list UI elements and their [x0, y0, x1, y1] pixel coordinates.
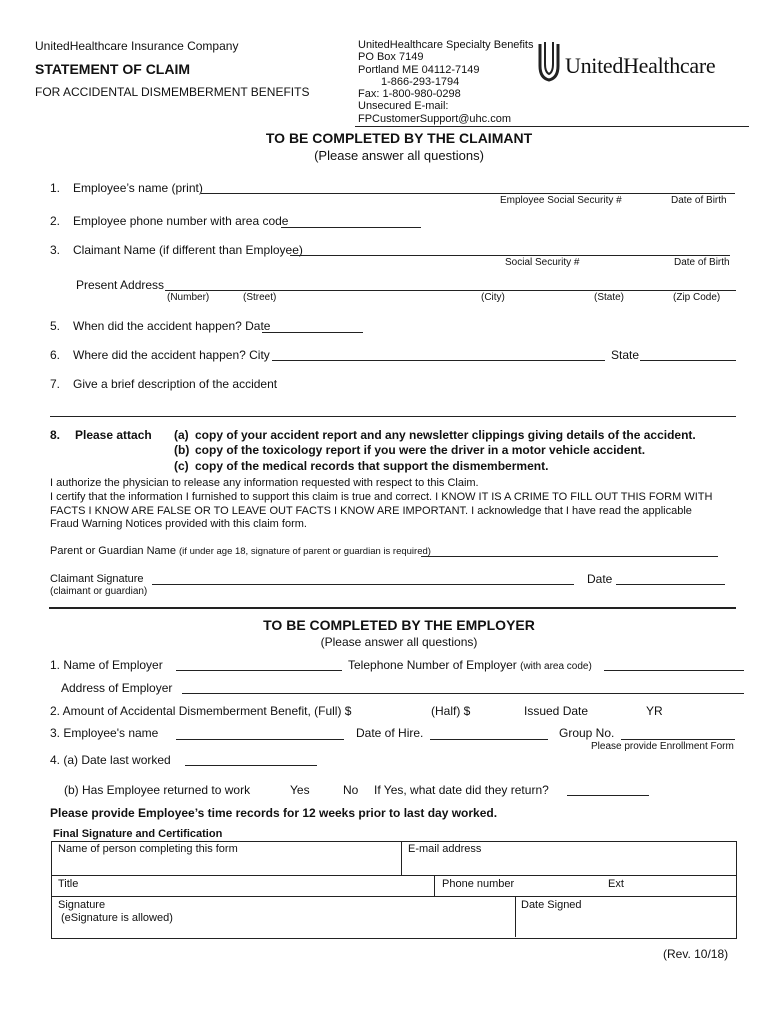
employee-phone-field[interactable] — [281, 213, 421, 228]
section-divider — [49, 607, 736, 609]
employer-q4a-label: 4. (a) Date last worked — [50, 753, 171, 767]
enrollment-note: Please provide Enrollment Form — [591, 741, 734, 752]
q1-label: Employee’s name (print) — [73, 181, 203, 195]
employer-phone-note: (with area code) — [520, 661, 592, 672]
employer-q2-label: 2. Amount of Accidental Dismemberment Benefit, (Full) $ — [50, 704, 352, 718]
employer-address-label: Address of Employer — [61, 681, 173, 695]
cert-esignature-note: (eSignature is allowed) — [61, 912, 173, 924]
addr-state-label: (State) — [594, 292, 625, 303]
cert-date-signed-label: Date Signed — [521, 899, 582, 911]
cert-name-field[interactable] — [52, 856, 400, 874]
q6-label: Where did the accident happen? City — [73, 348, 270, 362]
return-date-field[interactable] — [567, 781, 649, 796]
certify-text — [50, 491, 712, 532]
claimant-subheading: (Please answer all questions) — [314, 148, 484, 163]
address-line: UnitedHealthcare Specialty Benefits — [358, 39, 534, 51]
accident-city-field[interactable] — [272, 346, 605, 361]
cert-ext-label: Ext — [608, 878, 624, 890]
cert-title-label: Title — [58, 878, 79, 890]
q3-number: 3. — [50, 243, 61, 257]
certification-heading: Final Signature and Certification — [53, 828, 223, 840]
company-name: UnitedHealthcare Insurance Company — [35, 39, 239, 53]
accident-description-field[interactable] — [50, 402, 736, 417]
q7-label: Give a brief description of the accident — [73, 377, 278, 391]
q3-dob-label: Date of Birth — [674, 257, 730, 268]
employer-q3-label: 3. Employee's name — [50, 726, 159, 740]
cert-email-label: E-mail address — [408, 843, 482, 855]
q1-number: 1. — [50, 181, 61, 195]
addr-zip-label: (Zip Code) — [673, 292, 721, 303]
claimant-date-label: Date — [587, 572, 613, 586]
cert-phone-label: Phone number — [442, 878, 515, 890]
date-of-hire-label: Date of Hire. — [356, 726, 424, 740]
guardian-label — [50, 545, 431, 557]
q2-label: Employee phone number with area code — [73, 214, 289, 228]
claimant-signature-label: Claimant Signature — [50, 573, 144, 585]
uhc-logo-icon — [538, 40, 560, 82]
returned-yes-option[interactable]: Yes — [290, 783, 310, 797]
certify-line: I certify that the information I furnished to support this claim is true and correct. I KNOW IT IS A CRIME TO FILL OUT THIS FORM WITH — [50, 491, 713, 503]
q5-number: 5. — [50, 319, 61, 333]
employee-name-employer-field[interactable] — [176, 725, 344, 740]
address-block — [358, 39, 533, 125]
certify-line: Fraud Warning Notices provided with this claim form. — [50, 518, 307, 530]
cert-email-field[interactable] — [402, 856, 734, 874]
return-date-label: If Yes, what date did they return? — [374, 783, 549, 797]
claimant-heading: TO BE COMPLETED BY THE CLAIMANT — [265, 130, 533, 146]
employer-phone-field[interactable] — [604, 656, 744, 671]
accident-state-field[interactable] — [640, 346, 736, 361]
q8-label: Please attach — [75, 428, 152, 442]
employer-phone-label — [348, 658, 592, 672]
group-no-field[interactable] — [621, 725, 735, 740]
table-col-divider — [515, 896, 516, 937]
address-line: 1-866-293-1794 — [381, 75, 460, 88]
claimant-signature-note: (claimant or guardian) — [50, 586, 148, 597]
employer-q4b-label: (b) Has Employee returned to work — [64, 783, 251, 797]
employer-subheading: (Please answer all questions) — [320, 635, 478, 649]
q6-state-label: State — [611, 348, 640, 362]
q7-number: 7. — [50, 377, 61, 391]
claimant-signature-field[interactable] — [152, 570, 574, 585]
q1-dob-label: Date of Birth — [671, 195, 727, 206]
q8-number: 8. — [50, 428, 61, 442]
address-line: PO Box 7149 — [358, 51, 424, 64]
q3-ssn-label: Social Security # — [505, 257, 580, 268]
attach-a-key: (a) — [174, 428, 189, 442]
employer-phone-label-text: Telephone Number of Employer — [348, 658, 517, 672]
present-address-label: Present Address — [76, 278, 165, 292]
claimant-date-field[interactable] — [616, 570, 725, 585]
address-line: FPCustomerSupport@uhc.com — [358, 112, 512, 125]
attach-a-text: copy of your accident report and any newsletter clippings giving details of the accident. — [195, 428, 696, 442]
group-no-label: Group No. — [559, 726, 615, 740]
returned-no-option[interactable]: No — [343, 783, 359, 797]
form-subtitle: FOR ACCIDENTAL DISMEMBERMENT BENEFITS — [35, 85, 310, 99]
q2-number: 2. — [50, 214, 61, 228]
employer-heading: TO BE COMPLETED BY THE EMPLOYER — [263, 617, 535, 633]
revision-label: (Rev. 10/18) — [663, 947, 729, 961]
address-line: Portland ME 04112-7149 — [358, 63, 480, 76]
q3-label: Claimant Name (if different than Employee) — [73, 243, 303, 257]
employer-address-field[interactable] — [182, 679, 744, 694]
issued-date-label: Issued Date — [524, 704, 589, 718]
employer-q1-label: 1. Name of Employer — [50, 658, 163, 672]
attach-c-key: (c) — [174, 459, 189, 473]
table-col-divider — [434, 875, 435, 896]
claimant-name-field[interactable] — [290, 241, 730, 256]
authorize-text: I authorize the physician to release any information requested with respect to this Claim. — [50, 477, 479, 489]
guardian-name-field[interactable] — [421, 542, 718, 557]
accident-date-field[interactable] — [262, 318, 363, 333]
addr-street-label: (Street) — [243, 292, 277, 303]
attach-b-text: copy of the toxicology report if you were the driver in a motor vehicle accident. — [195, 443, 646, 457]
header-divider — [355, 126, 749, 127]
q1-ssn-label: Employee Social Security # — [500, 195, 622, 206]
date-last-worked-field[interactable] — [185, 751, 317, 766]
half-label: (Half) $ — [431, 704, 471, 718]
q6-number: 6. — [50, 348, 61, 362]
attach-b-key: (b) — [174, 443, 190, 457]
address-line: Fax: 1-800-980-0298 — [358, 88, 461, 101]
guardian-note: (if under age 18, signature of parent or guardian is required) — [179, 546, 431, 557]
table-row-divider — [51, 896, 736, 897]
employee-name-field[interactable] — [201, 179, 735, 194]
guardian-label-text: Parent or Guardian Name — [50, 545, 176, 557]
certify-line: FACTS I KNOW ARE FALSE OR TO LEAVE OUT FACTS I KNOW ARE IMPORTANT. I acknowledge that I have read the applicable — [50, 504, 692, 517]
cert-signature-label: Signature — [58, 899, 106, 911]
q5-label: When did the accident happen? Date — [73, 319, 271, 333]
uhc-logo-text: UnitedHealthcare — [565, 53, 716, 78]
yr-label: YR — [646, 704, 663, 718]
table-row-divider — [51, 875, 736, 876]
attach-c-text: copy of the medical records that support the dismemberment. — [195, 459, 549, 473]
addr-city-label: (City) — [481, 292, 505, 303]
date-of-hire-field[interactable] — [430, 725, 548, 740]
employer-name-field[interactable] — [176, 656, 342, 671]
form-title: STATEMENT OF CLAIM — [35, 61, 191, 77]
present-address-field[interactable] — [165, 276, 736, 291]
addr-number-label: (Number) — [167, 292, 210, 303]
time-records-note: Please provide Employee’s time records for 12 weeks prior to last day worked. — [50, 806, 498, 820]
cert-name-label: Name of person completing this form — [58, 843, 238, 855]
address-line: Unsecured E-mail: — [358, 100, 449, 113]
